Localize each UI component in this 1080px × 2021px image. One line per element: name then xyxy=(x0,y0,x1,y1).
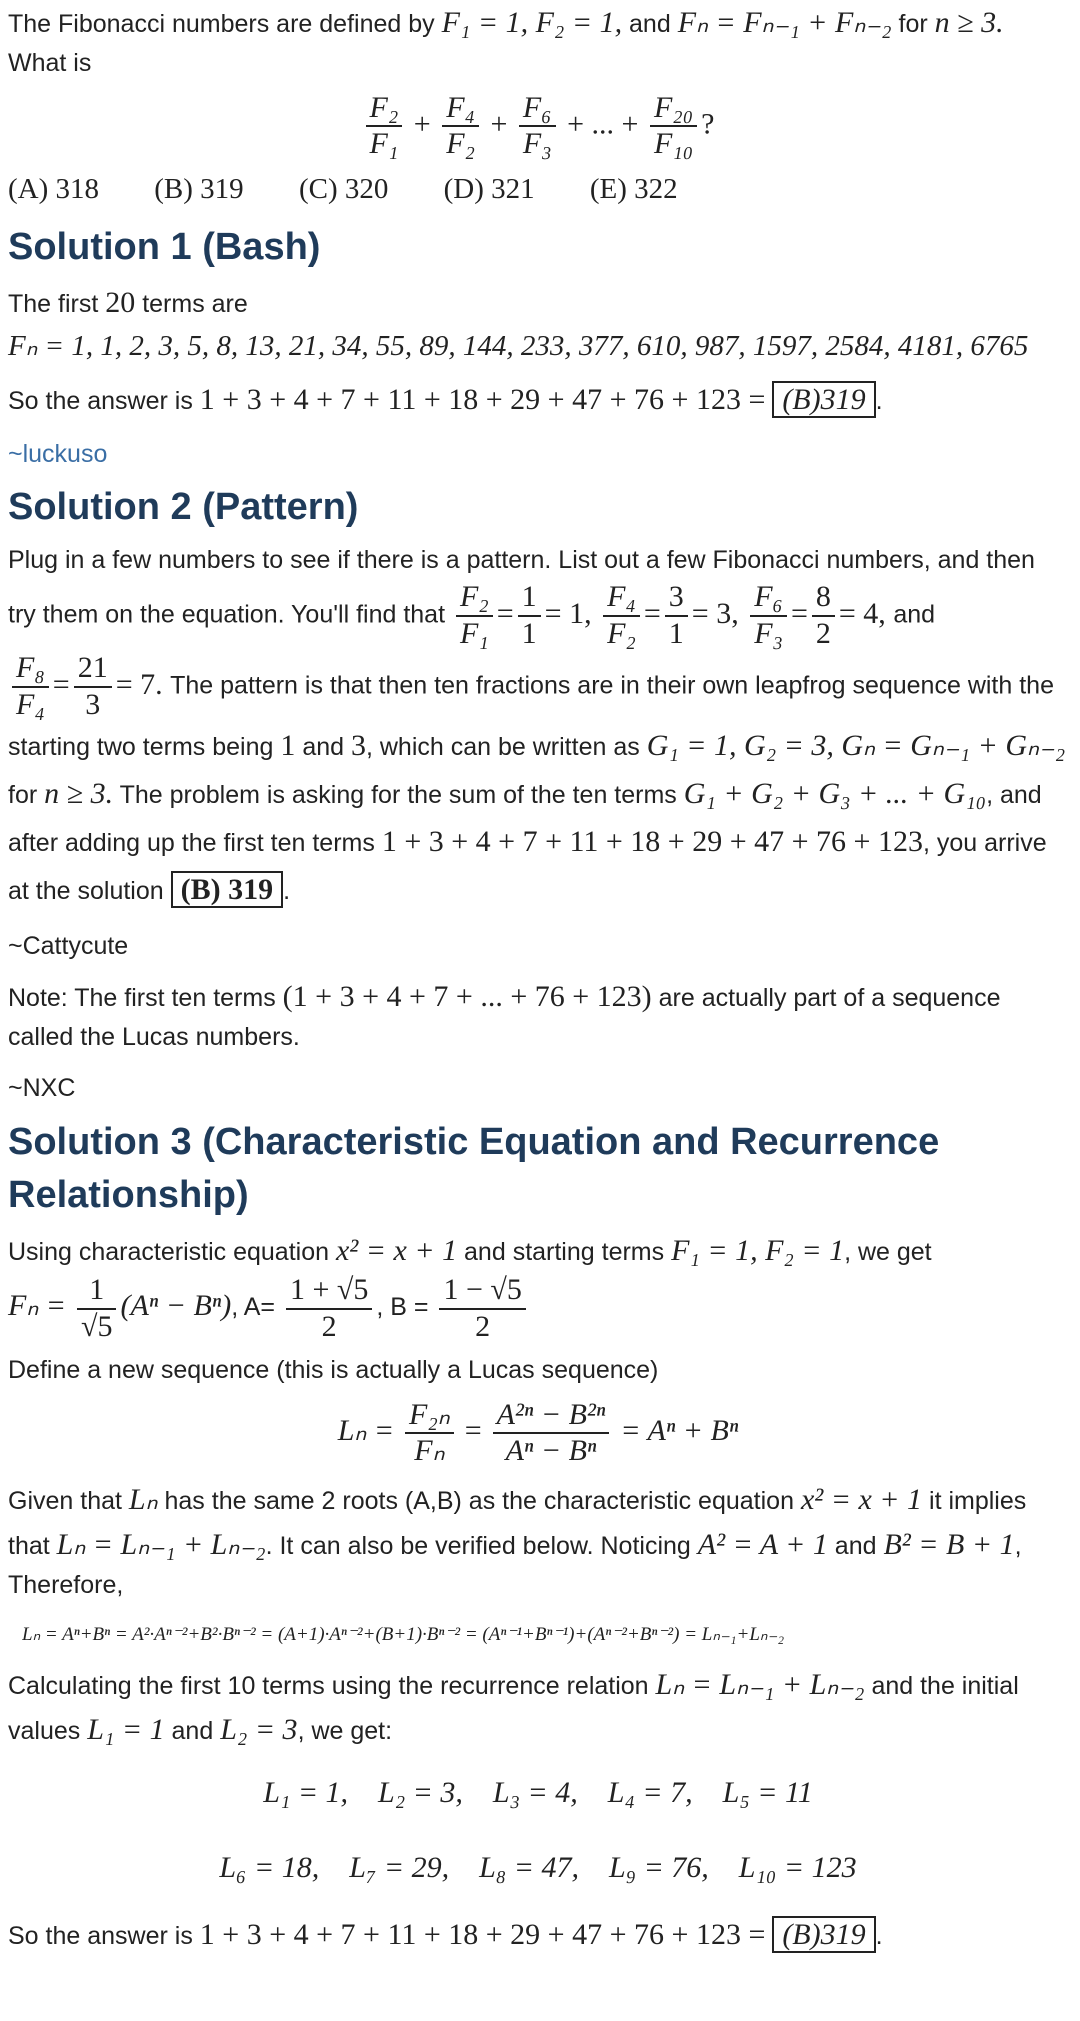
text: Using characteristic equation xyxy=(8,1238,329,1267)
operator: + ... + xyxy=(567,106,639,140)
choice-d: (D) 321 xyxy=(443,172,535,205)
text: , A= xyxy=(231,1293,276,1322)
lucas-definition xyxy=(8,1398,1068,1469)
text: , B = xyxy=(376,1293,429,1322)
solution-2-note xyxy=(8,974,1068,1057)
math-inline: 3 xyxy=(350,729,366,763)
text: and xyxy=(171,1716,214,1745)
solution-2-heading: Solution 2 (Pattern) xyxy=(8,486,359,529)
author-nxc: ~NXC xyxy=(8,1074,76,1103)
math-inline: L₁ = 1 xyxy=(87,1712,165,1746)
text: , and after adding up the first ten terms xyxy=(8,781,1042,858)
boxed-answer: (B) 319 xyxy=(171,871,284,908)
text: are actually part of a sequence called the Lucas numbers. xyxy=(8,983,1001,1051)
solution-3-define: Define a new sequence (this is actually a Lucas sequence) xyxy=(8,1356,659,1385)
solution-3-text xyxy=(8,1228,1068,1273)
text: has the same 2 roots (A,B) as the characteristic equation xyxy=(164,1486,794,1515)
math-inline: Lₙ = Aⁿ+Bⁿ = A²·Aⁿ⁻²+B²·Bⁿ⁻² = (A+1)·Aⁿ⁻²+(B+1)·Bⁿ⁻² = (Aⁿ⁻¹+Bⁿ⁻¹)+(Aⁿ⁻²+Bⁿ⁻²) = Lₙ₋₁+Lₙ₋₂ xyxy=(22,1624,785,1646)
math-inline: (1 + 3 + 4 + 7 + ... + 76 + 123) xyxy=(282,979,652,1013)
text: , Therefore, xyxy=(8,1531,1022,1599)
math-inline: F₁ = 1, F₂ = 1 xyxy=(671,1234,845,1268)
math-inline: G₁ + G₂ + G₃ + ... + G₁₀ xyxy=(683,777,987,811)
text: and xyxy=(893,600,936,629)
solution-3-answer xyxy=(8,1912,1068,1957)
operator: = xyxy=(464,1413,482,1447)
fraction: $\frac{\text{F₆}}{\text{F₃}}$ xyxy=(519,91,556,162)
fibonacci-sequence xyxy=(8,325,1068,369)
fraction: $\frac{1 + √5}{2}$ xyxy=(286,1273,372,1344)
math-inline: x² = x + 1 xyxy=(335,1234,458,1268)
math-inline: x² = x + 1 xyxy=(800,1482,923,1516)
binet-formula xyxy=(8,1273,1068,1344)
text: So the answer is xyxy=(8,386,193,415)
answer-choices xyxy=(8,168,1068,212)
long-equation xyxy=(22,1614,1068,1652)
math-inline: Lₙ = Lₙ₋₁ + Lₙ₋₂ xyxy=(655,1667,865,1701)
problem-text: The Fibonacci numbers are defined by xyxy=(8,10,435,38)
math-inline: 1 + 3 + 4 + 7 + 11 + 18 + 29 + 47 + 76 + 123 = xyxy=(199,1917,766,1951)
text: , you arrive at the solution xyxy=(8,829,1047,906)
text: , which can be written as xyxy=(365,733,640,762)
math-inline: Lₙ xyxy=(128,1482,158,1516)
solution-1-heading: Solution 1 (Bash) xyxy=(8,226,321,268)
operator: + xyxy=(413,106,431,140)
text: it implies that xyxy=(8,1486,1027,1560)
math-inline: $\frac{\text{F₈}}{\text{F₄}}$ = $\frac{21}{3}$ = 7. xyxy=(8,668,170,701)
fraction: $\frac{\text{F₄}}{\text{F₂}}$ xyxy=(442,91,479,162)
math-inline: A² = A + 1 xyxy=(697,1527,828,1561)
text: The first xyxy=(8,290,99,319)
fraction: $\frac{\text{A²ⁿ − B²ⁿ}}{\text{Aⁿ − Bⁿ}}$ xyxy=(493,1398,610,1469)
text: , we get: xyxy=(297,1716,393,1745)
solution-3-calculating xyxy=(8,1662,1068,1752)
math-inline: Fₙ = 1, 1, 2, 3, 5, 8, 13, 21, 34, 55, 89, 144, 233, 377, 610, 987, 1597, 2584, 4181, 6765 xyxy=(8,330,1029,363)
math-inline: F₁ = 1, F₂ = 1, xyxy=(441,6,623,39)
boxed-answer: (B)319 xyxy=(772,381,875,418)
text: . xyxy=(283,877,291,906)
text: and xyxy=(834,1531,877,1560)
author-cattycute: ~Cattycute xyxy=(8,932,129,961)
choice-e: (E) 322 xyxy=(589,172,678,205)
solution-3-heading: Solution 3 (Characteristic Equation and Recurrence Relationship) xyxy=(8,1120,940,1217)
solution-1-answer xyxy=(8,377,1068,422)
math-inline: Lₙ = xyxy=(337,1413,395,1447)
math-inline: 1 xyxy=(280,729,296,763)
math-inline: (Aⁿ − Bⁿ) xyxy=(120,1289,232,1323)
text: . xyxy=(875,386,883,415)
fraction: $\frac{\text{F₂ₙ}}{\text{Fₙ}}$ xyxy=(405,1398,454,1469)
math-inline: 1 + 3 + 4 + 7 + 11 + 18 + 29 + 47 + 76 + 123 = xyxy=(199,382,766,416)
text: terms are xyxy=(142,290,248,319)
problem-text: for xyxy=(898,10,928,38)
choice-a: (A) 318 xyxy=(8,172,100,205)
text: The pattern is that then ten fractions are in their own leapfrog sequence with the starting two terms being xyxy=(8,671,1054,762)
lucas-terms-row-1: L₁ = 1, L₂ = 3, L₃ = 4, L₄ = 7, L₅ = 11 xyxy=(263,1775,813,1809)
solution-2-text xyxy=(8,540,1068,914)
math-inline: 20 xyxy=(105,286,136,320)
display-sum xyxy=(8,91,1068,162)
text: and xyxy=(302,733,345,762)
operator: + xyxy=(490,106,508,140)
fraction: $\frac{\text{F₂₀}}{\text{F₁₀}}$ xyxy=(650,91,697,162)
fraction: $\frac{1 - √5}{2}$ xyxy=(439,1273,525,1344)
text: and the initial values xyxy=(8,1671,1019,1745)
text: , we get xyxy=(844,1238,932,1267)
text: The problem is asking for the sum of the ten terms xyxy=(119,781,677,810)
problem-statement xyxy=(8,0,1068,83)
text: for xyxy=(8,781,38,810)
text: So the answer is xyxy=(8,1921,193,1950)
math-inline: = Aⁿ + Bⁿ xyxy=(620,1413,739,1447)
lucas-terms-row-2: L₆ = 18, L₇ = 29, L₈ = 47, L₉ = 76, L₁₀ = 123 xyxy=(219,1850,857,1884)
math-inline: Fₙ = xyxy=(8,1289,67,1323)
fraction: $\frac{1}{√5}$ xyxy=(77,1273,116,1344)
math-inline: n ≥ 3. xyxy=(934,6,1004,39)
boxed-answer: (B)319 xyxy=(772,1916,875,1953)
question-mark: ? xyxy=(701,106,715,140)
text: Plug in a few numbers to see if there is a pattern. List out a few Fibonacci numbers, and then try them on the equation. You'll find that xyxy=(8,546,1035,629)
author-link-luckuso[interactable]: ~luckuso xyxy=(8,439,108,468)
math-inline: G₁ = 1, G₂ = 3, Gₙ = Gₙ₋₁ + Gₙ₋₂ xyxy=(646,729,1066,763)
problem-text: What is xyxy=(8,49,92,77)
text: Calculating the first 10 terms using the recurrence relation xyxy=(8,1671,649,1700)
math-inline: Fₙ = Fₙ₋₁ + Fₙ₋₂ xyxy=(677,6,892,39)
math-inline: $\frac{\text{F₂}}{\text{F₁}}$ = $\frac{1}{1}$ = 1, $\frac{\text{F₄}}{\text{F₂}}$ = $\frac{3}{1}$ = 3, $\frac{\text{F₆}}{\text{F₃}}$ = $\frac{8}{2}$ = 4, xyxy=(452,597,893,630)
math-inline: n ≥ 3. xyxy=(44,777,114,811)
problem-text: and xyxy=(629,10,671,38)
math-inline: B² = B + 1 xyxy=(883,1527,1015,1561)
text: and starting terms xyxy=(464,1238,665,1267)
solution-1-text xyxy=(8,280,1068,325)
choice-c: (C) 320 xyxy=(298,172,389,205)
math-inline: L₂ = 3 xyxy=(220,1712,298,1746)
math-inline: 1 + 3 + 4 + 7 + 11 + 18 + 29 + 47 + 76 + 123 xyxy=(381,825,923,859)
math-inline: Lₙ = Lₙ₋₁ + Lₙ₋₂ xyxy=(56,1527,266,1561)
text: Given that xyxy=(8,1486,122,1515)
choice-b: (B) 319 xyxy=(154,172,244,205)
text: Note: The first ten terms xyxy=(8,983,276,1012)
text: . xyxy=(875,1921,883,1950)
text: . It can also be verified below. Noticing xyxy=(265,1531,691,1560)
solution-3-reasoning xyxy=(8,1477,1068,1605)
fraction: $\frac{\text{F₂}}{\text{F₁}}$ xyxy=(366,91,403,162)
